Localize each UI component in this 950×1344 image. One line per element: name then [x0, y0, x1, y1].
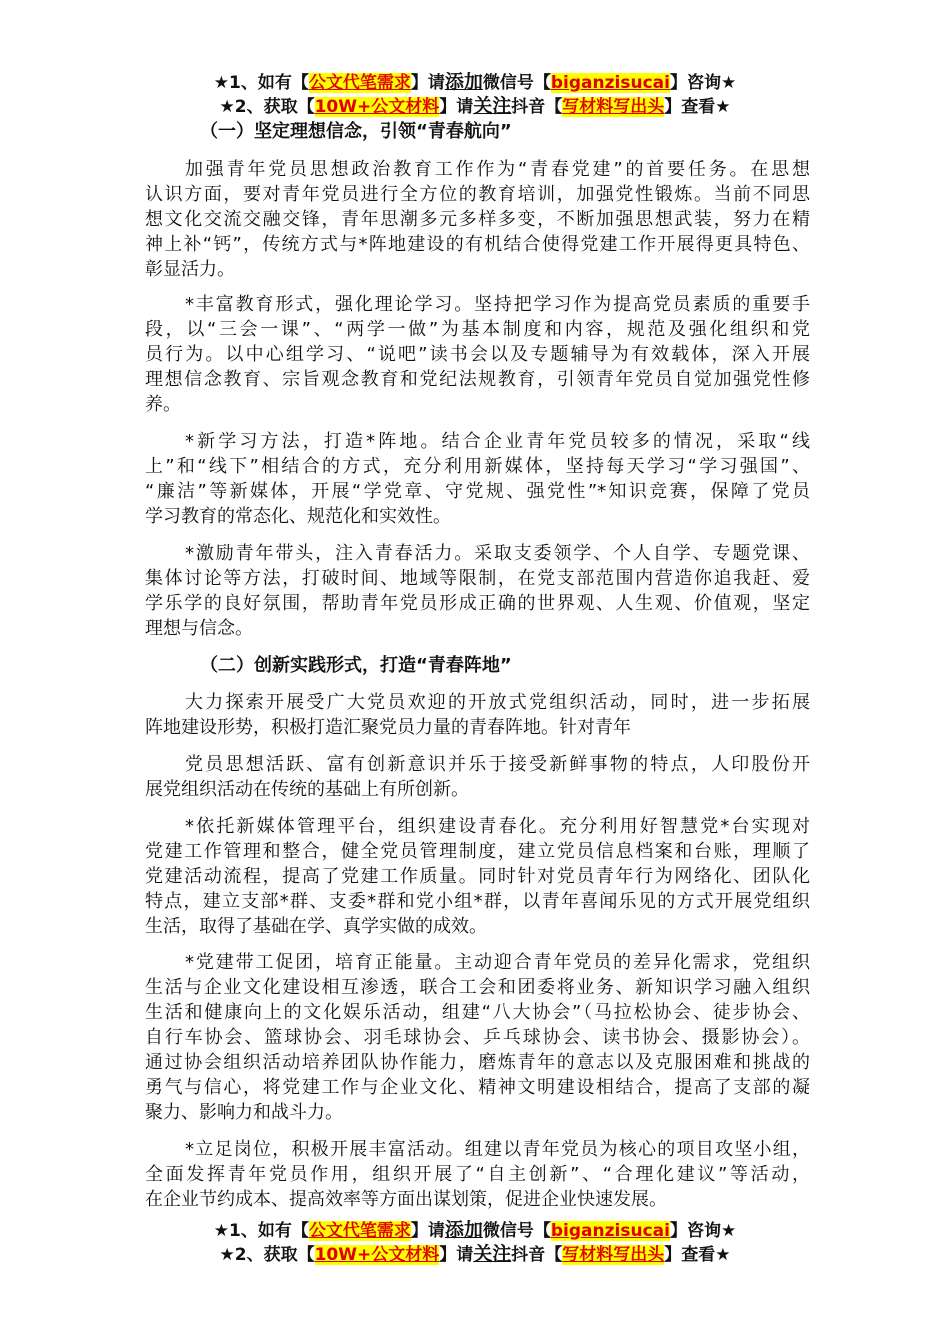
paragraph-line: *依托新媒体管理平台，组织建设青春化。充分利用好智慧党*台实现对	[185, 816, 810, 837]
promo-hl2[interactable]: 写材料写出头	[562, 97, 665, 117]
paragraph-line: 党员思想活跃、富有创新意识并乐于接受新鲜事物的特点，人印股份开	[185, 754, 810, 775]
paragraph-line: *激励青年带头，注入青春活力。采取支委领学、个人自学、专题党课、	[185, 543, 810, 564]
paragraph-line: 理想与信念。	[145, 618, 253, 639]
paragraph-line: 集体讨论等方法，打破时间、地域等限制，在党支部范围内营造你追我赶、爱	[145, 568, 810, 589]
promo-hl2[interactable]: 写材料写出头	[562, 1245, 665, 1265]
promo-line-2	[0, 1242, 950, 1267]
paragraph-line: 员行为。以中心组学习、“说吧”读书会以及专题辅导为有效载体，深入开展	[145, 344, 810, 365]
paragraph-line: 全面发挥青年党员作用，组织开展了“自主创新”、“合理化建议”等活动，	[145, 1164, 810, 1185]
section-heading: （一）坚定理想信念，引领“青春航向”	[200, 121, 512, 142]
paragraph-line: *丰富教育形式，强化理论学习。坚持把学习作为提高党员素质的重要手	[185, 294, 810, 315]
paragraph-line: 上”和“线下”相结合的方式，充分利用新媒体，坚持每天学习“学习强国”、	[145, 456, 810, 477]
paragraph-line: 生活与企业文化建设相互渗透，联合工会和团委将业务、新知识学习融入组织	[145, 977, 810, 998]
body-paragraph	[145, 1137, 810, 1212]
paragraph-line: 在企业节约成本、提高效率等方面出谋划策，促进企业快速发展。	[145, 1189, 667, 1210]
paragraph-line: 党建工作管理和整合，健全党员管理制度，建立党员信息档案和台账，理顺了	[145, 841, 810, 862]
paragraph-line: 认识方面，要对青年党员进行全方位的教育培训，加强党性锻炼。当前不同思	[145, 184, 810, 205]
paragraph-line: 学乐学的良好氛围，帮助青年党员形成正确的世界观、人生观、价值观，坚定	[145, 593, 810, 614]
paragraph-line: 想文化交流交融交锋，青年思潮多元多样多变，不断加强思想武装，努力在精	[145, 209, 810, 230]
body-paragraph	[145, 541, 810, 641]
paragraph-line: 理想信念教育、宗旨观念教育和党纪法规教育，引领青年党员自觉加强党性修	[145, 369, 810, 390]
promo-big: 添加	[444, 71, 483, 93]
promo-hl2[interactable]: biganzisucai	[550, 73, 670, 93]
paragraph-line: “廉洁”等新媒体，开展“学党章、守党规、强党性”*知识竞赛，保障了党员	[145, 481, 810, 502]
paragraph-line: 加强青年党员思想政治教育工作作为“青春党建”的首要任务。在思想	[185, 159, 810, 180]
promo-mid1: 】请	[410, 1221, 445, 1241]
promo-mid2: 微信号【	[482, 73, 551, 93]
promo-big: 关注	[473, 1243, 512, 1265]
promo-big: 添加	[444, 1219, 483, 1241]
promo-end: 】咨询★	[669, 73, 737, 93]
paragraph-line: *立足岗位，积极开展丰富活动。组建以青年党员为核心的项目攻坚小组，	[185, 1139, 810, 1160]
promo-star-open: ★1、如有【	[213, 1221, 309, 1241]
paragraph-line: 生活和健康向上的文化娱乐活动，组建“八大协会”（马拉松协会、徒步协会、	[145, 1002, 810, 1023]
promo-hl1[interactable]: 10W+公文材料	[314, 97, 440, 117]
section-heading: （二）创新实践形式，打造“青春阵地”	[200, 655, 512, 676]
promo-mid1: 】请	[439, 1245, 474, 1265]
paragraph-line: 学习教育的常态化、规范化和实效性。	[145, 506, 451, 527]
body-paragraph	[145, 157, 810, 282]
paragraph-line: 通过协会组织活动培养团队协作能力，磨炼青年的意志以及克服困难和挑战的	[145, 1052, 810, 1073]
promo-end: 】咨询★	[669, 1221, 737, 1241]
promo-star-open: ★1、如有【	[213, 73, 309, 93]
paragraph-line: 段，以“三会一课”、“两学一做”为基本制度和内容，规范及强化组织和党	[145, 319, 810, 340]
promo-end: 】查看★	[664, 1245, 731, 1265]
paragraph-line: 聚力、影响力和战斗力。	[145, 1102, 343, 1123]
promo-star-open: ★2、获取【	[219, 97, 315, 117]
body-paragraph	[145, 429, 810, 529]
promo-hl1[interactable]: 10W+公文材料	[314, 1245, 440, 1265]
body-paragraph	[145, 752, 810, 802]
body-paragraph	[145, 690, 810, 740]
promo-hl1[interactable]: 公文代笔需求	[308, 73, 411, 93]
paragraph-line: 神上补“钙”，传统方式与*阵地建设的有机结合使得党建工作开展得更具特色、	[145, 234, 810, 255]
promo-mid1: 】请	[439, 97, 474, 117]
promo-mid2: 抖音【	[511, 97, 563, 117]
paragraph-line: 彰显活力。	[145, 259, 235, 280]
body-paragraph	[145, 814, 810, 939]
paragraph-line: 生活，取得了基础在学、真学实做的成效。	[145, 916, 487, 937]
promo-star-open: ★2、获取【	[219, 1245, 315, 1265]
paragraph-line: *党建带工促团，培育正能量。主动迎合青年党员的差异化需求，党组织	[185, 952, 810, 973]
paragraph-line: 展党组织活动在传统的基础上有所创新。	[145, 779, 469, 800]
paragraph-line: *新学习方法，打造*阵地。结合企业青年党员较多的情况，采取“线	[185, 431, 810, 452]
promo-end: 】查看★	[664, 97, 731, 117]
promo-mid2: 抖音【	[511, 1245, 563, 1265]
body-paragraph	[145, 292, 810, 417]
promo-hl1[interactable]: 公文代笔需求	[308, 1221, 411, 1241]
promo-hl2[interactable]: biganzisucai	[550, 1221, 670, 1241]
promo-mid2: 微信号【	[482, 1221, 551, 1241]
paragraph-line: 阵地建设形势，积极打造汇聚党员力量的青春阵地。针对青年	[145, 717, 631, 738]
paragraph-line: 养。	[145, 394, 181, 415]
paragraph-line: 自行车协会、篮球协会、羽毛球协会、乒乓球协会、读书协会、摄影协会）。	[145, 1027, 810, 1048]
promo-mid1: 】请	[410, 73, 445, 93]
promo-big: 关注	[473, 95, 512, 117]
promo-line-1	[0, 1218, 950, 1243]
body-paragraph	[145, 950, 810, 1125]
paragraph-line: 特点，建立支部*群、支委*群和党小组*群，以青年喜闻乐见的方式开展党组织	[145, 891, 810, 912]
paragraph-line: 大力探索开展受广大党员欢迎的开放式党组织活动，同时，进一步拓展	[185, 692, 810, 713]
paragraph-line: 勇气与信心，将党建工作与企业文化、精神文明建设相结合，提高了支部的凝	[145, 1077, 810, 1098]
promo-line-1	[0, 70, 950, 95]
promo-line-2	[0, 94, 950, 119]
paragraph-line: 党建活动流程，提高了党建工作质量。同时针对党员青年行为网络化、团队化	[145, 866, 810, 887]
